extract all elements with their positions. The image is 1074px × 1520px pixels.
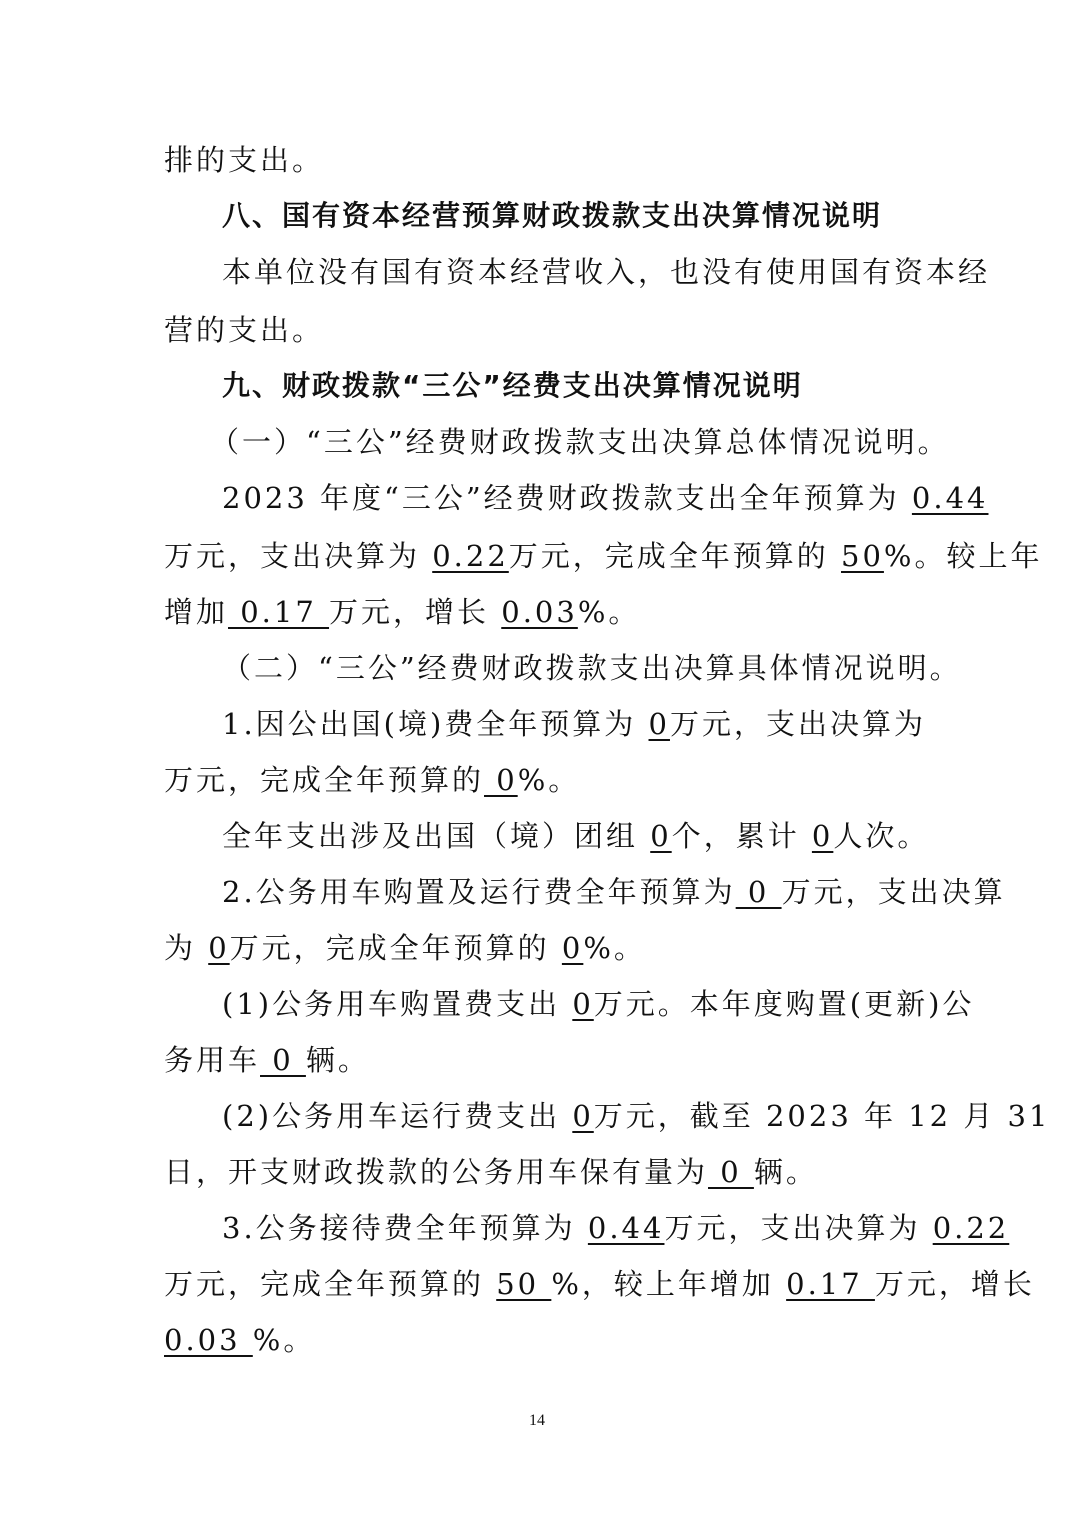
text-segment: 全年支出涉及出国（境）团组 (222, 819, 651, 853)
paragraph-line (0, 1032, 1074, 1088)
underlined-value: 0 (650, 819, 672, 853)
text-segment: 排的支出。 (164, 143, 325, 177)
underlined-value: 0 (260, 1043, 306, 1077)
text-segment: 万元，支出决算为 (164, 539, 433, 573)
text-segment: 1.因公出国(境)费全年预算为 (222, 707, 649, 741)
underlined-value: 0.03 (501, 595, 578, 629)
text-segment: 务用车 (164, 1043, 261, 1077)
text-segment: 辆。 (753, 1155, 818, 1189)
text-segment: 个，累计 (671, 819, 812, 853)
section-heading (0, 358, 1074, 414)
underlined-value: 0 (708, 1155, 754, 1189)
text-segment: 本单位没有国有资本经营收入，也没有使用国有资本经 (222, 255, 991, 289)
text-segment: （一）“三公”经费财政拨款支出决算总体情况说明。 (210, 425, 950, 459)
text-segment: 万元，完成全年预算的 (229, 931, 562, 965)
paragraph-line (0, 696, 1074, 752)
underlined-value: 0.17 (786, 1267, 875, 1301)
underlined-value: 0 (811, 819, 834, 853)
text-segment: 人次。 (833, 819, 930, 853)
text-segment: （二）“三公”经费财政拨款支出决算具体情况说明。 (222, 651, 962, 685)
paragraph-line (0, 640, 1074, 696)
text-segment: 万元，支出决算 (781, 875, 1006, 909)
paragraph-line (0, 920, 1074, 976)
text-segment: 万元，支出决算为 (669, 707, 926, 741)
text-segment: 万元。本年度购置(更新)公 (593, 987, 975, 1021)
text-segment: 九、财政拨款“三公”经费支出决算情况说明 (222, 369, 803, 402)
underlined-value: 0.22 (932, 1211, 1010, 1245)
paragraph-line (0, 414, 1074, 470)
paragraph-line (0, 528, 1074, 584)
paragraph-line (0, 1144, 1074, 1200)
text-segment: 增加 (164, 595, 229, 629)
underlined-value: 0 (561, 931, 584, 965)
text-segment: 日，开支财政拨款的公务用车保有量为 (164, 1155, 709, 1189)
paragraph-line (0, 1200, 1074, 1256)
text-segment: (2)公务用车运行费支出 (222, 1099, 573, 1133)
underlined-value: 0.22 (432, 539, 509, 573)
underlined-value: 0.44 (911, 481, 989, 515)
underlined-value: 0.44 (587, 1211, 665, 1245)
text-segment: %。 (577, 595, 641, 629)
text-segment: 万元，完成全年预算的 (164, 1267, 497, 1301)
underlined-value: 50 (496, 1267, 552, 1301)
text-segment: (1)公务用车购置费支出 (222, 987, 573, 1021)
underlined-value: 0 (572, 987, 594, 1021)
text-segment: %。较上年 (883, 539, 1043, 573)
underlined-value: 0 (572, 1099, 594, 1133)
text-segment: %。 (583, 931, 646, 965)
text-segment: 八、国有资本经营预算财政拨款支出决算情况说明 (222, 199, 883, 232)
text-segment: %，较上年增加 (551, 1267, 787, 1301)
text-segment: 万元，增长 (874, 1267, 1035, 1301)
underlined-value: 50 (841, 539, 884, 573)
underlined-value: 0 (648, 707, 670, 741)
section-heading (0, 188, 1074, 244)
paragraph-line (0, 864, 1074, 920)
paragraph-line (0, 132, 1074, 188)
text-segment: 万元，增长 (329, 595, 502, 629)
text-segment: 2023 年度“三公”经费财政拨款支出全年预算为 (222, 481, 912, 515)
paragraph-line (0, 752, 1074, 808)
underlined-value: 0 (208, 931, 230, 965)
page-number: 14 (529, 1412, 545, 1429)
paragraph-line (0, 976, 1074, 1032)
text-segment: %。 (252, 1323, 316, 1357)
text-segment: 为 (164, 931, 209, 965)
underlined-value: 0.03 (164, 1323, 253, 1357)
paragraph-line (0, 244, 1074, 300)
text-segment: 万元，支出决算为 (664, 1211, 933, 1245)
text-segment: 万元，完成全年预算的 (508, 539, 842, 573)
text-segment: 2.公务用车购置及运行费全年预算为 (222, 875, 736, 909)
text-segment: 辆。 (305, 1043, 370, 1077)
text-segment: 万元，截至 2023 年 12 月 31 (593, 1099, 1051, 1133)
paragraph-line (0, 1088, 1074, 1144)
paragraph-line (0, 808, 1074, 864)
text-segment: 营的支出。 (164, 313, 325, 347)
paragraph-line (0, 584, 1074, 640)
text-segment: 3.公务接待费全年预算为 (222, 1211, 588, 1245)
paragraph-line (0, 302, 1074, 358)
paragraph-line (0, 1256, 1074, 1312)
underlined-value: 0.17 (228, 595, 330, 629)
paragraph-line (0, 470, 1074, 526)
paragraph-line (0, 1312, 1074, 1368)
underlined-value: 0 (484, 763, 518, 797)
underlined-value: 0 (735, 875, 782, 909)
text-segment: 万元，完成全年预算的 (164, 763, 485, 797)
text-segment: %。 (517, 763, 581, 797)
